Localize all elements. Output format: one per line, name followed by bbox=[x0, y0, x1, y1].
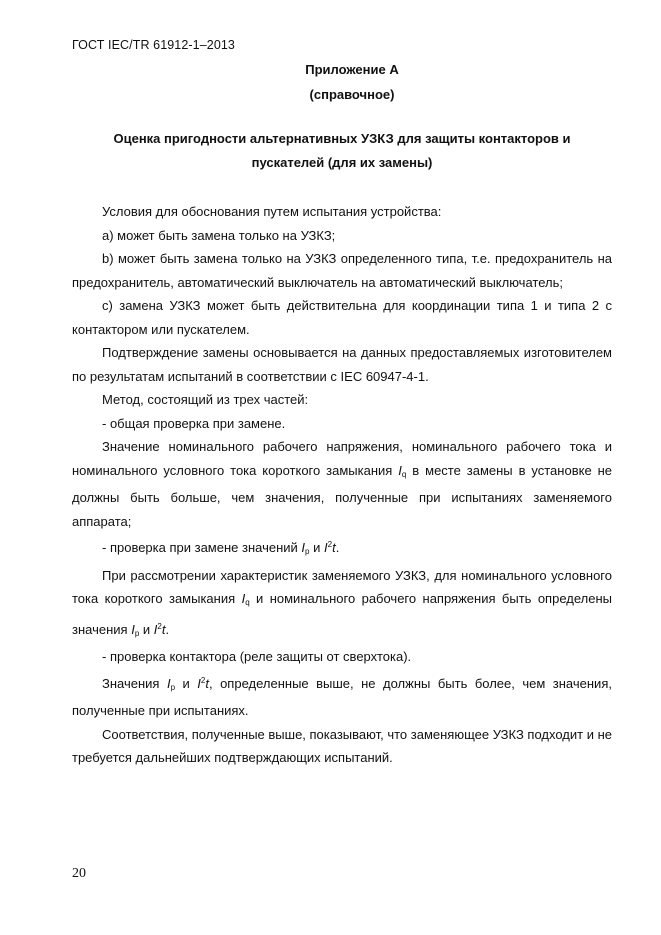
text-run: и номинального рабочего напряжения быть определены значения bbox=[72, 591, 612, 637]
symbol-I2t: $I^2t$ bbox=[153, 621, 166, 637]
symbol-I2t: $I^2t$ bbox=[324, 540, 336, 555]
paragraph bbox=[72, 435, 612, 533]
paragraph: b) может быть замена только на УЗКЗ определенного типа, т.е. предохранитель на предохранитель, автоматический выключатель на автоматический выключатель; bbox=[72, 251, 612, 290]
text-run: и bbox=[142, 621, 151, 637]
symbol-Iq: $I_q$ bbox=[241, 591, 250, 607]
text-run: . bbox=[335, 540, 340, 555]
paragraph bbox=[72, 669, 612, 723]
appendix-heading-line2: пускателей (для их замены) bbox=[251, 155, 433, 170]
text-run: и bbox=[313, 540, 321, 555]
symbol-Ip: $I_p$ bbox=[166, 675, 176, 692]
paragraph: Соответствия, полученные выше, показывают, что заменяющее УЗКЗ подходит и не требуется дальнейших подтверждающих испытаний. bbox=[72, 726, 612, 765]
symbol-I2t: $I^2t$ bbox=[197, 675, 209, 691]
text-run: При рассмотрении характеристик заменяемого УЗКЗ, для номинального условного тока короткого замыкания bbox=[72, 567, 612, 606]
symbol-Ip: $I_p$ bbox=[131, 621, 140, 638]
paragraph: - общая проверка при замене. bbox=[102, 415, 286, 431]
appendix-subtitle: (справочное) bbox=[309, 87, 395, 102]
paragraph: a) может быть замена только на УЗКЗ; bbox=[102, 227, 336, 243]
symbol-Iq: $I_q$ bbox=[398, 462, 407, 479]
text-run: Значения bbox=[102, 675, 160, 691]
paragraph bbox=[72, 533, 612, 564]
body-text bbox=[72, 200, 612, 770]
symbol-Ip: $I_p$ bbox=[301, 540, 310, 556]
text-run: , определенные выше, не должны быть более, чем значения, полученные при испытаниях. bbox=[72, 675, 612, 718]
text-run: . bbox=[165, 621, 170, 637]
paragraph: c) замена УЗКЗ может быть действительна для координации типа 1 и типа 2 с контактором или пускателем. bbox=[72, 298, 612, 337]
paragraph: - проверка контактора (реле защиты от сверхтока). bbox=[102, 649, 412, 664]
text-run: в месте замены в установке не должны быть больше, чем значения, полученные при испытаниях заменяемого аппарата; bbox=[72, 462, 613, 529]
text-run: и bbox=[182, 675, 190, 691]
text-run: Значение номинального рабочего напряжения, номинального рабочего тока и номинального условного тока короткого замыкания bbox=[72, 439, 612, 478]
appendix-heading-line1: Оценка пригодности альтернативных УЗКЗ для защиты контакторов и bbox=[113, 131, 571, 146]
page-number: 20 bbox=[72, 866, 86, 881]
appendix-title: Приложение А bbox=[305, 62, 399, 77]
text-run: - проверка при замене значений bbox=[102, 540, 298, 555]
document-header: ГОСТ IEC/TR 61912-1–2013 bbox=[72, 38, 235, 52]
paragraph: Метод, состоящий из трех частей: bbox=[102, 392, 309, 407]
paragraph bbox=[72, 564, 612, 646]
paragraph: Условия для обоснования путем испытания устройства: bbox=[102, 204, 442, 219]
paragraph: Подтверждение замены основывается на данных предоставляемых изготовителем по результатам испытаний в соответствии с IEC 60947-4-1. bbox=[72, 345, 612, 384]
